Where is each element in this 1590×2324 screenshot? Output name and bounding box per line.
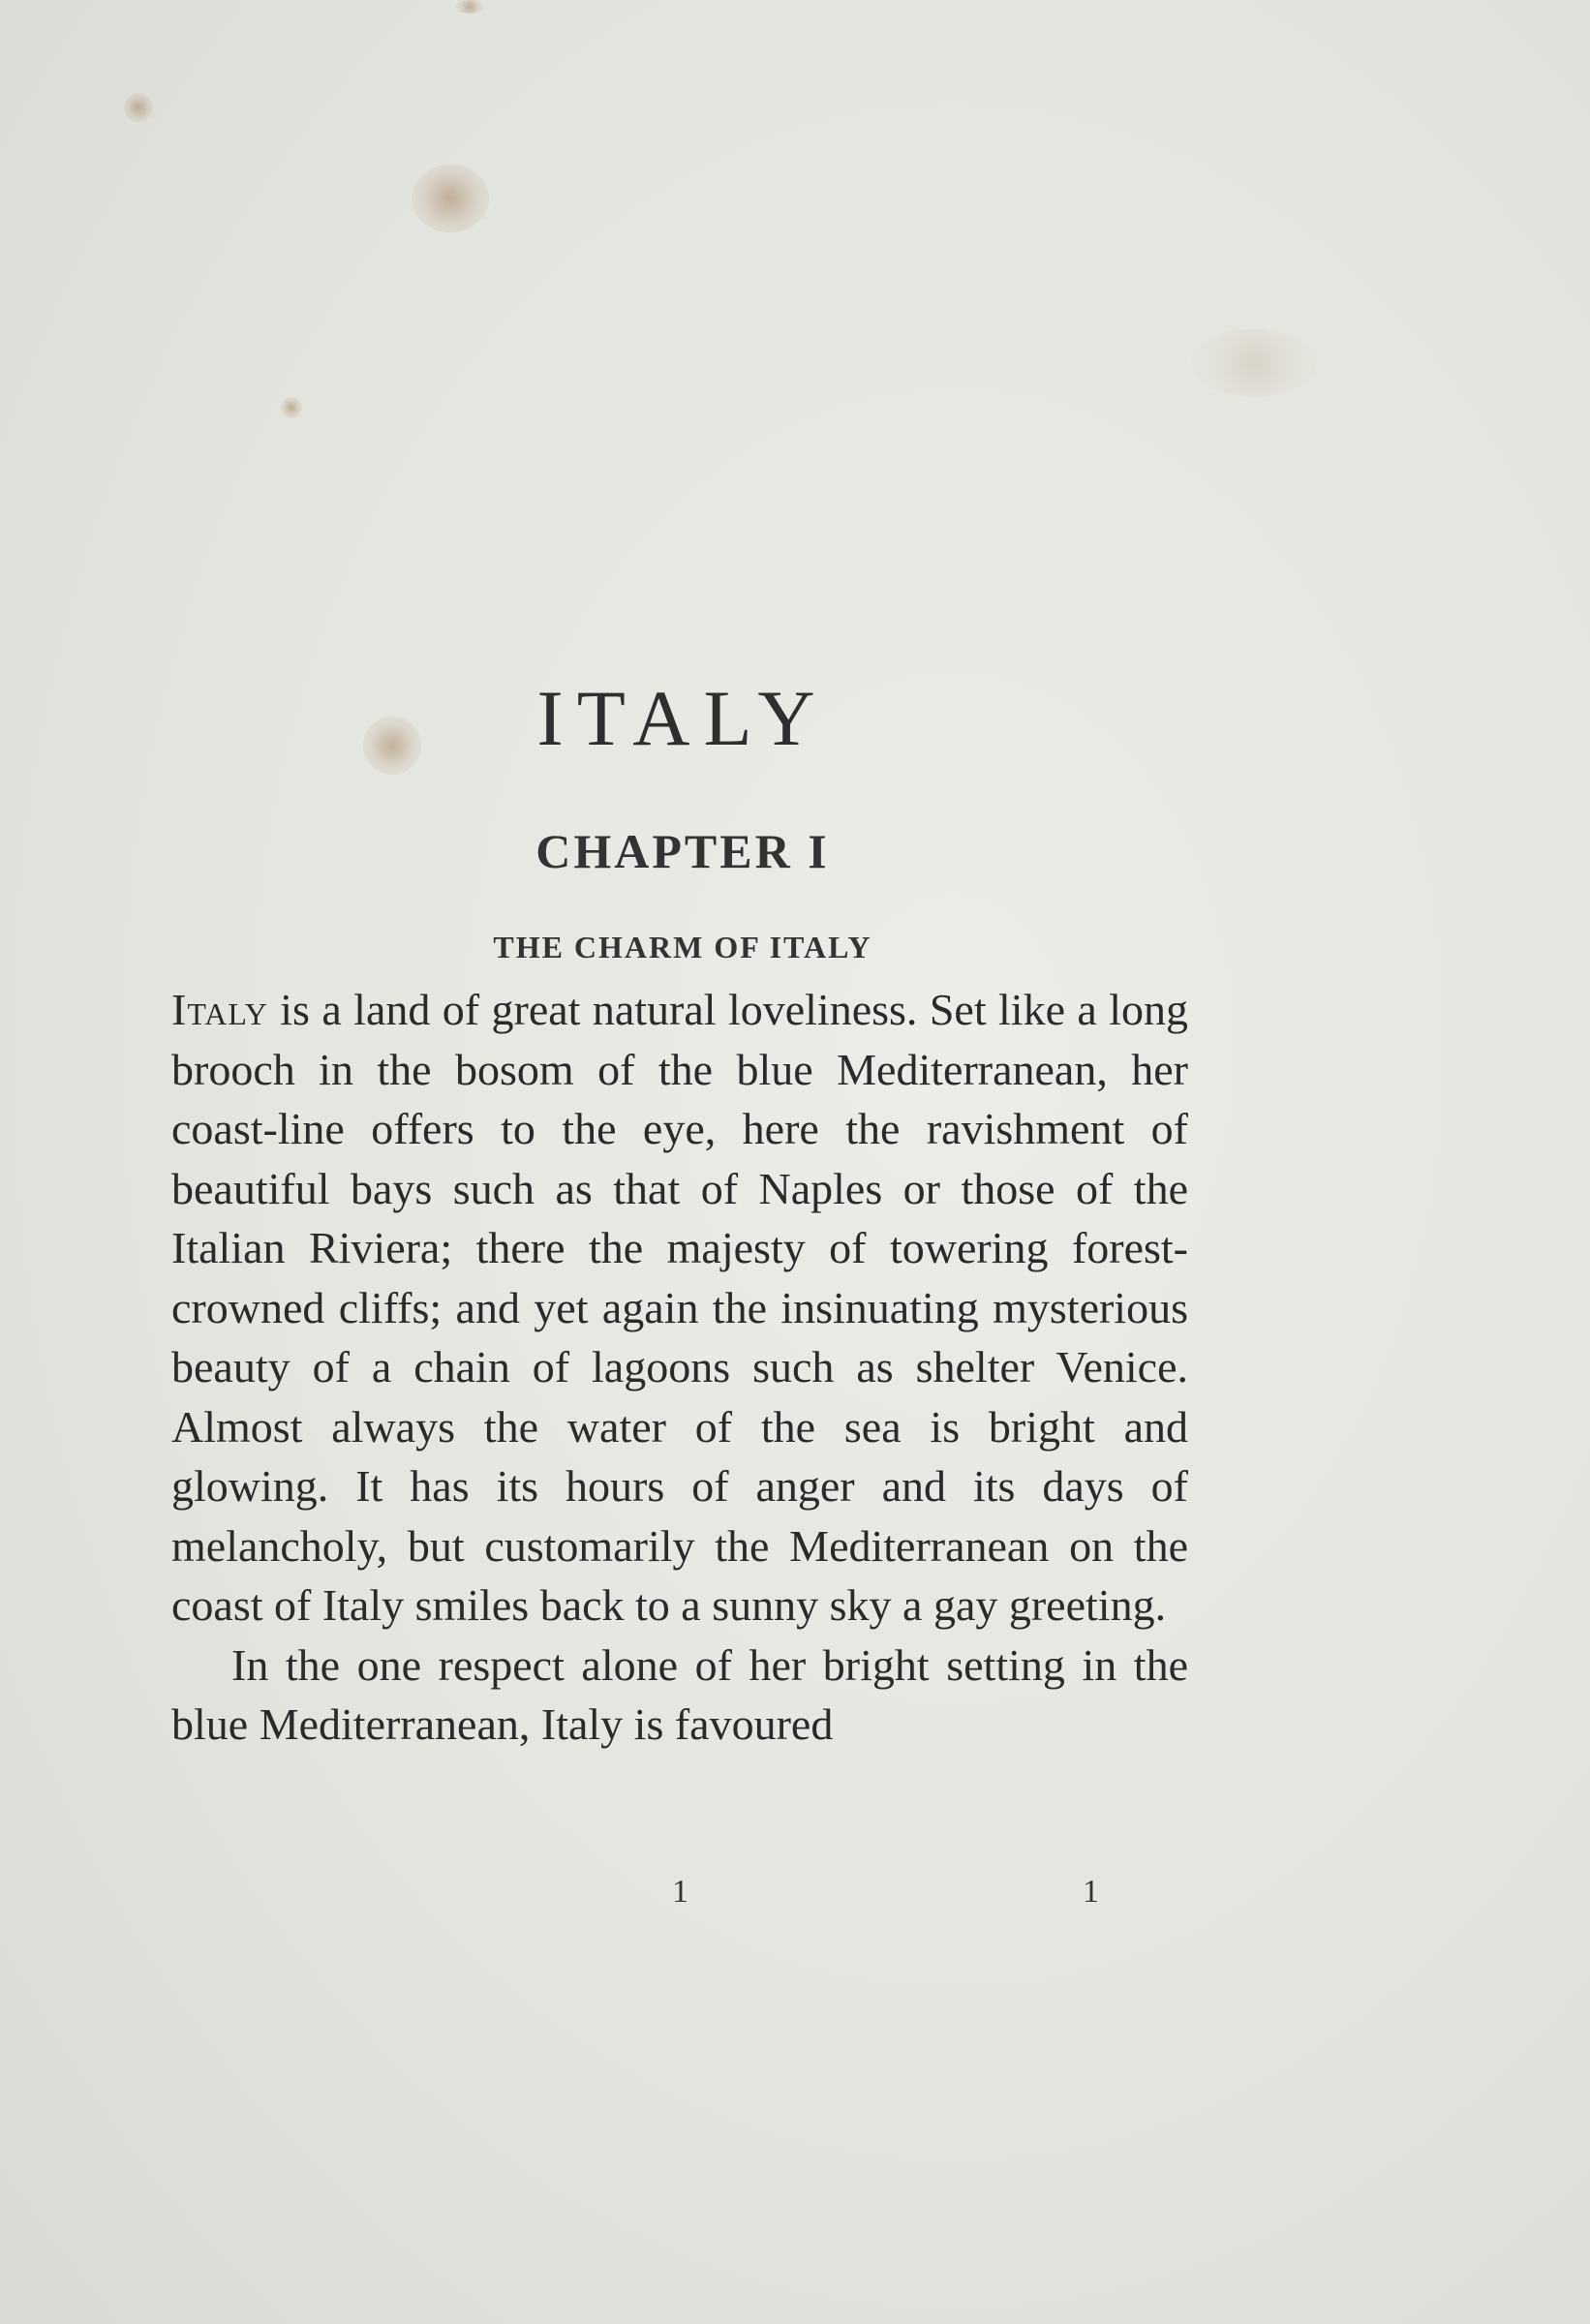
page-number: 1 — [672, 1874, 688, 1910]
foxing-spot — [455, 0, 484, 14]
foxing-spot — [412, 165, 489, 232]
paragraph-1 — [171, 980, 1188, 1636]
foxing-spot — [281, 397, 302, 418]
paragraph-1-lead: Italy — [171, 985, 268, 1034]
paragraph-2: In the one respect alone of her bright setting in the blue Mediterranean, Italy is favoured — [171, 1639, 1188, 1749]
signature-mark: 1 — [1083, 1874, 1099, 1910]
chapter-heading: CHAPTER I — [535, 823, 830, 878]
foxing-spot — [1191, 329, 1317, 397]
book-title: ITALY — [536, 673, 829, 762]
paragraph-1-text: is a land of great natural loveliness. Set like a long brooch in the bosom of the blue Mediterranean, her coast-line offers to the eye, here the ravishment of beautiful bays such as that of Naples or those of the Italian Riviera; there the majesty of towering forest-crowned cliffs; and yet again the insinuating mysterious beauty of a chain of lagoons such as shelter Venice. Almost always the water of the sea is bright and glowing. It has its hours of anger and its days of melancholy, but customarily the Mediterranean on the coast of Italy smiles back to a sunny sky a gay greeting. — [171, 985, 1188, 1630]
chapter-subtitle: THE CHARM OF ITALY — [493, 930, 872, 964]
body-text — [171, 980, 1188, 1755]
foxing-spot — [124, 93, 153, 122]
